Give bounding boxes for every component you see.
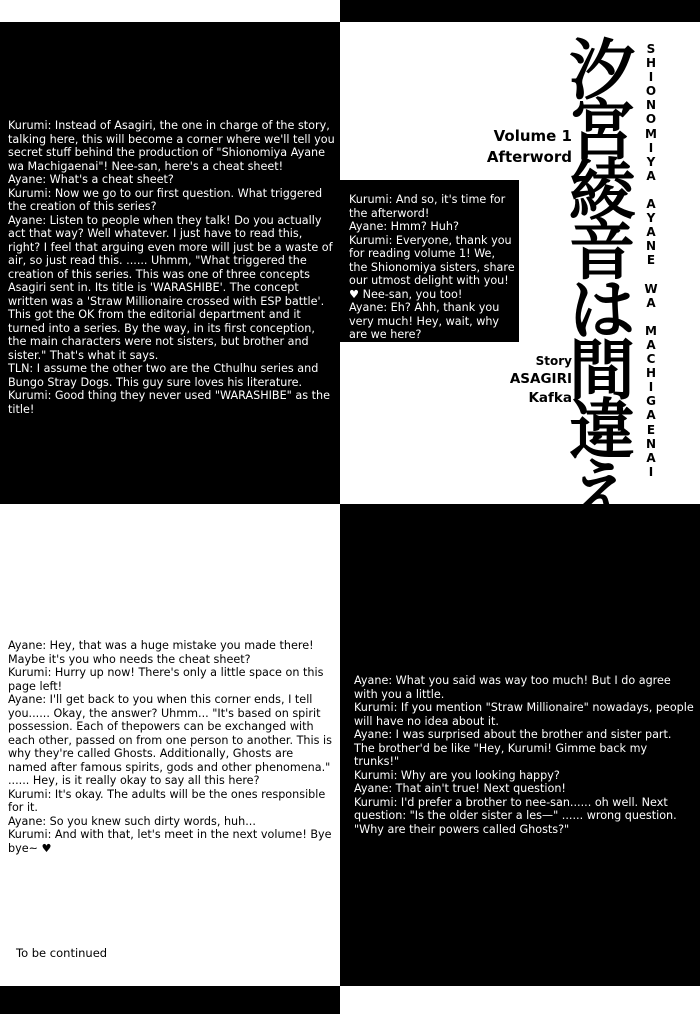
intro-dialogue <box>349 193 515 342</box>
dialogue-line: Ayane: Hmm? Huh? <box>349 220 459 233</box>
dialogue-line: Kurumi: Instead of Asagiri, the one in charge of the story, talking here, this will become a corner where we'll tell you secret stuff behind the production of "Shionomiya Ayane wa Machigaenai"! Nee-san, here's a cheat sheet! <box>8 119 335 173</box>
dialogue-line: Ayane: So you knew such dirty words, huh... <box>8 814 256 828</box>
dialogue-line: Kurumi: Good thing they never used "WARASHIBE" as the title! <box>8 389 330 416</box>
dialogue-line: Ayane: Hey, that was a huge mistake you made there! Maybe it's you who needs the cheat sheet? <box>8 639 314 666</box>
dialogue-line: Kurumi: And so, it's time for the afterword! <box>349 193 506 220</box>
dialogue-line: Ayane: I was surprised about the brother and sister part. The brother'd be like "Hey, Kurumi! Gimme back my trunks!" <box>354 728 672 768</box>
bottom-left-dialogue <box>8 639 334 855</box>
afterword-label: Afterword <box>486 148 572 166</box>
dialogue-line: Ayane: I'll get back to you when this corner ends, I tell you...... Okay, the answer? Uhmm... "It's based on spirit possession. Each of thepowers can be exchanged with each other, passed on from one person to another. This is why they're called Ghosts. Additionally, Ghosts are named after famous spirits, gods and other phenomena." ...... Hey, is it really okay to say all this here? <box>8 693 332 787</box>
to-be-continued: To be continued <box>16 946 108 960</box>
dialogue-line: Ayane: That ain't true! Next question! <box>354 782 566 795</box>
dialogue-line: Ayane: What's a cheat sheet? <box>8 173 174 186</box>
dialogue-line: Kurumi: It's okay. The adults will be the ones responsible for it. <box>8 787 326 814</box>
author-surname: ASAGIRI <box>509 371 572 387</box>
title-kanji: 汐 宮 綾 音 は 間 違 え な い。 <box>562 31 694 649</box>
volume-number: Volume 1 <box>493 127 572 145</box>
author-given-name: Kafka <box>528 390 572 406</box>
dialogue-line: Kurumi: Hurry up now! There's only a little space on this page left! <box>8 666 324 693</box>
dialogue-line: Kurumi: And with that, let's meet in the next volume! Bye bye~ ♥ <box>8 828 332 855</box>
dialogue-line: Kurumi: Everyone, thank you for reading volume 1! We, the Shionomiya sisters, share our utmost delight with you! <box>349 233 515 287</box>
dialogue-line: Ayane: Listen to people when they talk! Do you actually act that way? Well whatever. I just have to read this, right? I feel that arguing even more will just be a waste of air, so just read this. ...... Uhmm, "What triggered the creation of this series. This was one of three concepts Asagiri sent in. Its title is 'WARASHIBE'. The concept written was a 'Straw Millionaire crossed with ESP battle'. This got the OK from the editorial department and it turned into a series. By the way, in its first conception, the main characters were not sisters, but brother and sister." That's what it says. <box>8 213 333 362</box>
bottom-right-dialogue <box>354 674 694 836</box>
dialogue-line: Kurumi: Now we go to our first question. What triggered the creation of this series? <box>8 186 323 213</box>
story-credits <box>480 352 572 408</box>
dialogue-line: ♥ Nee-san, you too! <box>349 287 463 301</box>
dialogue-line: TLN: I assume the other two are the Cthulhu series and Bungo Stray Dogs. This guy sure loves his literature. <box>8 362 319 389</box>
dialogue-line: Kurumi: Why are you looking happy? <box>354 768 560 782</box>
dialogue-line: Ayane: What you said was way too much! But I do agree with you a little. <box>354 674 671 701</box>
black-block-top-right <box>340 0 700 22</box>
black-block-bottom-left <box>0 986 340 1014</box>
volume-heading <box>480 126 572 168</box>
top-left-dialogue <box>8 119 336 416</box>
dialogue-line: Kurumi: I'd prefer a brother to nee-san...... oh well. Next question: "Is the older sister a les—" ...... wrong question. "Why are their powers called Ghosts?" <box>354 795 677 836</box>
dialogue-line: Kurumi: If you mention "Straw Millionaire" nowadays, people will have no idea about it. <box>354 701 694 728</box>
title-romaji: S H I O N O M I Y A A Y A N E W A M A C H I G A E N A I <box>644 42 658 479</box>
story-label: Story <box>535 354 572 368</box>
dialogue-line: Ayane: Eh? Ahh, thank you very much! Hey, wait, why are we here? <box>349 301 500 341</box>
